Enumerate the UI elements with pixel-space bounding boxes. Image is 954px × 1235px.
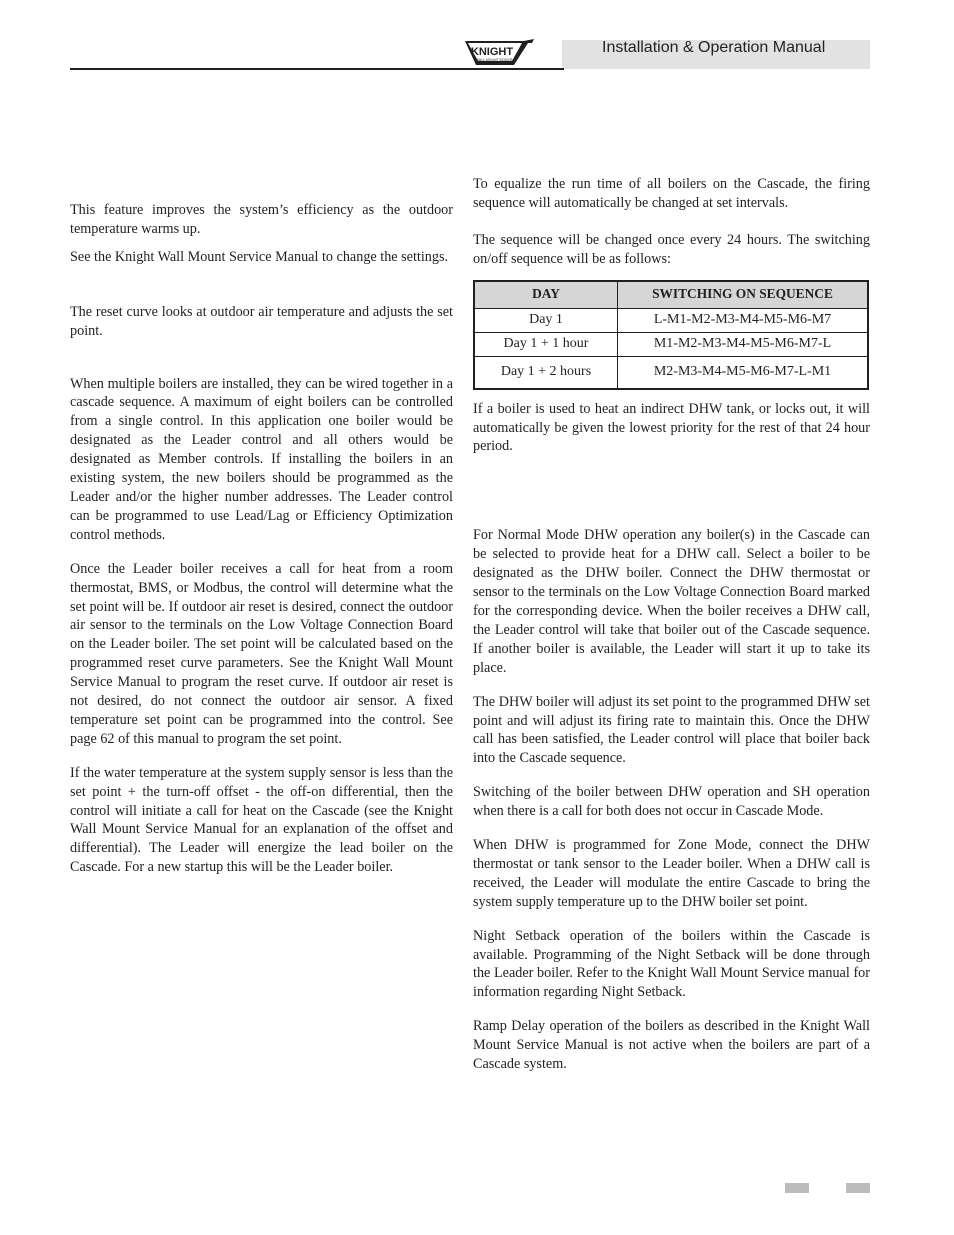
header-rule [70, 68, 564, 70]
page-header-title: Installation & Operation Manual [602, 39, 826, 56]
table-header-row [474, 281, 868, 309]
paragraph: When multiple boilers are installed, they can be wired together in a cascade sequence. A maximum of eight boilers can be controlled from a single control. In this application one boiler would be designated as the Leader control and all others would be designated as Member controls. If installing the boilers in an existing system, the new boilers should be programmed as the Leader and/or the higher number addresses. The Leader control can be programmed to use Lead/Lag or Efficiency Optimization control methods. [70, 375, 453, 543]
right-column [473, 175, 870, 1074]
paragraph: If the water temperature at the system supply sensor is less than the set point + the turn-off offset - the off-on differential, then the control will initiate a call for heat on the Cascade (see the Knight Wall Mount Service Manual for an explanation of the offset and differential). The Leader will energize the lead boiler on the Cascade. For a new startup this will be the Leader boiler. [70, 764, 453, 876]
table-header: DAY [474, 281, 618, 309]
table-cell: Day 1 + 1 hour [474, 332, 618, 356]
table-row [474, 356, 868, 389]
footer-tab-left [785, 1183, 809, 1193]
logo-wordmark: KNIGHT [470, 46, 514, 58]
paragraph: Ramp Delay operation of the boilers as described in the Knight Wall Mount Service Manual is not active when the boilers are part of a Cascade system. [473, 1018, 870, 1073]
table-cell: L-M1-M2-M3-M4-M5-M6-M7 [618, 308, 869, 332]
table-cell: Day 1 + 2 hours [474, 356, 618, 389]
switching-sequence-table [473, 280, 869, 390]
paragraph: When DHW is programmed for Zone Mode, connect the DHW thermostat or tank sensor to the Leader boiler. When a DHW call is received, the Leader will modulate the entire Cascade to bring the system supply temperature up to the DHW boiler set point. [473, 837, 870, 910]
paragraph: Switching of the boiler between DHW operation and SH operation when there is a call for both does not occur in Cascade Mode. [473, 784, 870, 820]
paragraph: The DHW boiler will adjust its set point to the programmed DHW set point and will adjust its firing rate to maintain this. Once the DHW call has been satisfied, the Leader control will place that boiler back into the Cascade sequence. [473, 693, 870, 767]
table-row [474, 308, 868, 332]
table-cell: M2-M3-M4-M5-M6-M7-L-M1 [618, 356, 869, 389]
paragraph: This feature improves the system’s efficiency as the outdoor temperature warms up. [70, 202, 453, 237]
paragraph: The sequence will be changed once every 24 hours. The switching on/off sequence will be as follows: [473, 231, 870, 267]
table-header: SWITCHING ON SEQUENCE [618, 281, 869, 309]
logo-subtitle: WALL MOUNT BOILER [475, 58, 513, 62]
footer-tab-right [846, 1183, 870, 1193]
paragraph: If a boiler is used to heat an indirect DHW tank, or locks out, it will automatically be given the lowest priority for the rest of that 24 hour period. [473, 400, 870, 455]
paragraph: See the Knight Wall Mount Service Manual to change the settings. [70, 248, 449, 265]
knight-logo [462, 37, 538, 67]
paragraph: For Normal Mode DHW operation any boiler(s) in the Cascade can be selected to provide heat for a DHW call. Select a boiler to be designated as the DHW boiler. Connect the DHW thermostat or sensor to the terminals on the Low Voltage Connection Board marked for the corresponding device. When the boiler receives a DHW call, the Leader control will take that boiler out of the Cascade sequence. If another boiler is available, the Leader will start it up to take its place. [473, 527, 870, 676]
left-column [70, 201, 453, 877]
paragraph: Once the Leader boiler receives a call for heat from a room thermostat, BMS, or Modbus, the control will determine what the set point will be. If outdoor air reset is desired, connect the outdoor air sensor to the terminals on the Low Voltage Connection Board on the Leader boiler. The set point will be calculated based on the programmed reset curve parameters. See the Knight Wall Mount Service Manual to program the reset curve. If outdoor air reset is not desired, do not connect the outdoor air sensor. A fixed temperature set point can be programmed into the control. See page 62 of this manual to program the set point. [70, 560, 453, 747]
table-cell: M1-M2-M3-M4-M5-M6-M7-L [618, 332, 869, 356]
table-row [474, 332, 868, 356]
table-cell: Day 1 [474, 308, 618, 332]
paragraph: To equalize the run time of all boilers on the Cascade, the firing sequence will automatically be changed at set intervals. [473, 176, 870, 211]
paragraph: Night Setback operation of the boilers within the Cascade is available. Programming of the Night Setback will be done through the Leader boiler. Refer to the Knight Wall Mount Service manual for information regarding Night Setback. [473, 927, 870, 1001]
paragraph: The reset curve looks at outdoor air temperature and adjusts the set point. [70, 303, 453, 339]
